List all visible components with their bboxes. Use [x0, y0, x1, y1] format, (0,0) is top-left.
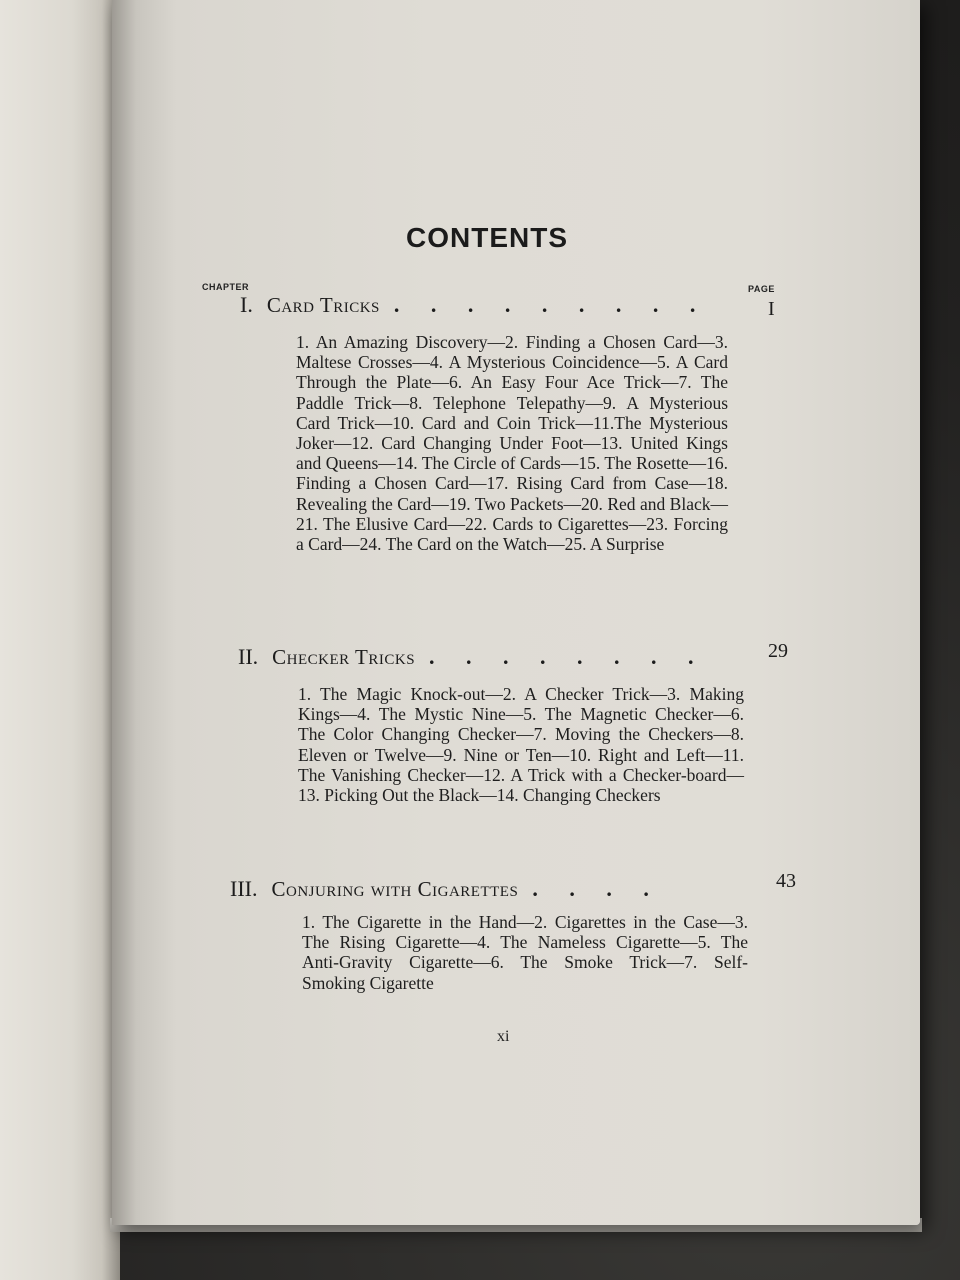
chapter-title: Card Tricks [266, 293, 380, 317]
chapter-entry-2 [238, 644, 707, 670]
chapter-entry-1 [240, 292, 708, 318]
chapter-contents-list: 1. The Magic Knock-out—2. A Checker Trick—3. Making Kings—4. The Mystic Nine—5. The Magnetic Checker—6. The Color Changing Checker—7. Moving the Checkers—8. Eleven or Twelve—9. Nine or Ten—10. Right and Left—11. The Vanishing Checker—12. A Trick with a Checker-board—13. Picking Out the Black—14. Changing Checkers [298, 684, 744, 806]
chapter-contents-list: 1. An Amazing Discovery—2. Finding a Chosen Card—3. Maltese Crosses—4. A Mysterious Coincidence—5. A Card Through the Plate—6. An Easy Four Ace Trick—7. The Paddle Trick—8. Telephone Telepathy—9. A Mysterious Card Trick—10. Card and Coin Trick—11.The Mysterious Joker—12. Card Changing Under Foot—13. United Kings and Queens—14. The Circle of Cards—15. The Rosette—16. Finding a Chosen Card—17. Rising Card from Case—18. Revealing the Card—19. Two Packets—20. Red and Black—21. The Elusive Card—22. Cards to Cigarettes—23. Forcing a Card—24. The Card on the Watch—25. A Surprise [296, 332, 728, 555]
chapter-contents-list: 1. The Cigarette in the Hand—2. Cigarettes in the Case—3. The Rising Cigarette—4. The Nameless Cigarette—5. The Anti-Gravity Cigarette—6. The Smoke Trick—7. Self-Smoking Cigarette [302, 912, 748, 993]
book-page [112, 0, 920, 1225]
dot-leader: . . . . . . . . . [393, 292, 709, 317]
chapter-title: Conjuring with Cigarettes [271, 877, 519, 901]
page-folio: xi [497, 1028, 510, 1045]
page-title: CONTENTS [406, 222, 568, 253]
page-column-label: PAGE [748, 284, 775, 294]
dot-leader: . . . . [532, 876, 662, 901]
chapter-page-number: 29 [768, 640, 788, 662]
chapter-page-number: 43 [776, 870, 796, 892]
chapter-number: I. [240, 292, 253, 317]
chapter-page-number: I [768, 298, 775, 320]
facing-page [0, 0, 120, 1280]
chapter-number: II. [238, 644, 259, 669]
chapter-entry-3 [230, 876, 662, 902]
chapter-title: Checker Tricks [272, 645, 416, 669]
dot-leader: . . . . . . . . [429, 644, 707, 669]
chapter-number: III. [230, 876, 258, 901]
chapter-column-label: CHAPTER [202, 282, 250, 292]
